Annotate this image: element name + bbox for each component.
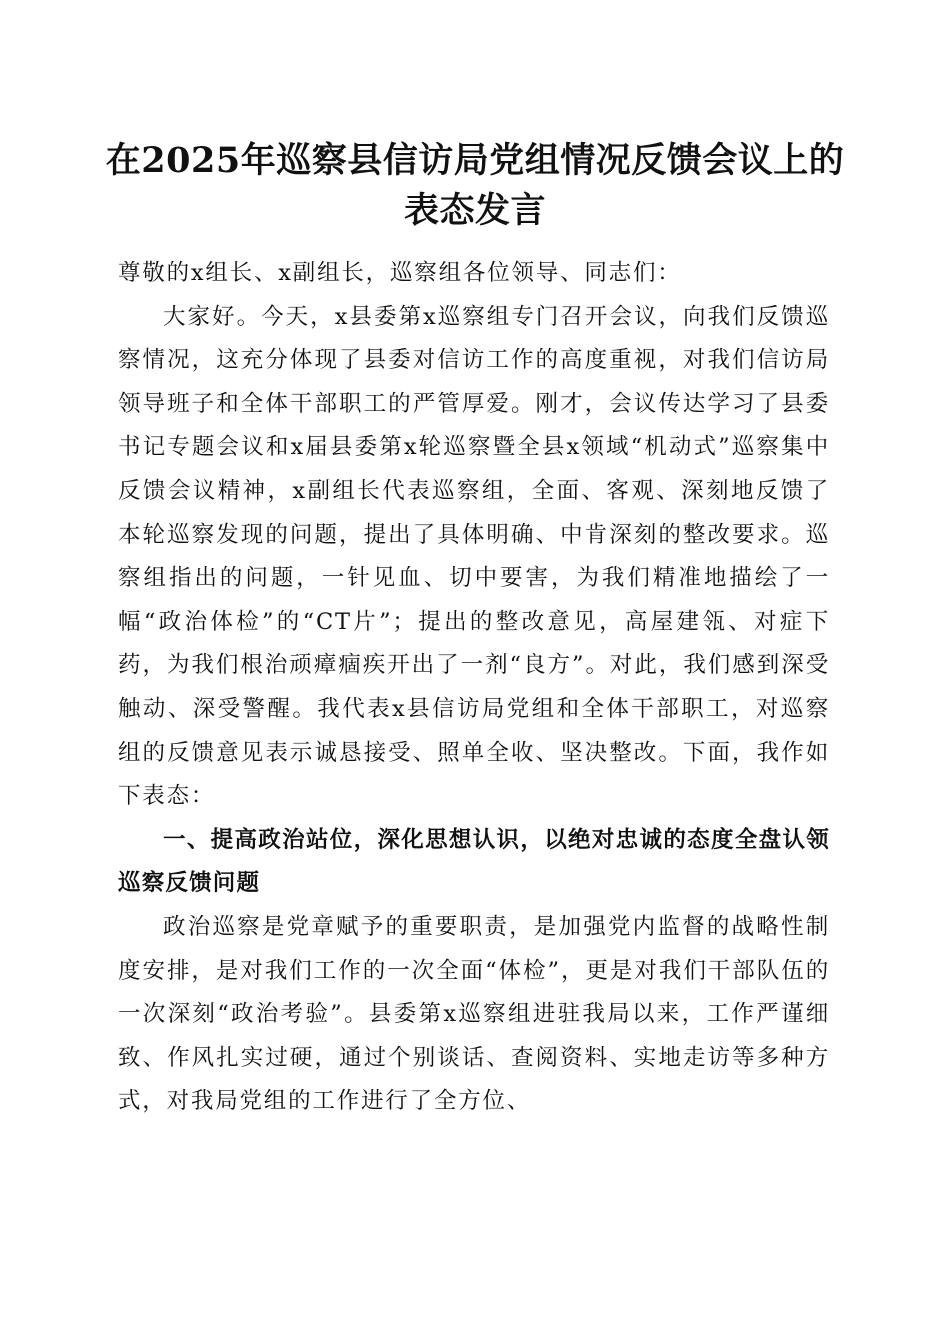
- section-heading: 一、提高政治站位，深化思想认识，以绝对忠诚的态度全盘认领巡察反馈问题: [118, 826, 830, 897]
- opening-paragraph: 大家好。今天，x县委第x巡察组专门召开会议，向我们反馈巡察情况，这充分体现了县委对信访工作的高度重视，对我们信访局领导班子和全体干部职工的严管厚爱。刚才，会议传达学习了县委书记专题会议和x届县委第x轮巡察暨全县x领域“机动式”巡察集中反馈会议精神，x副组长代表巡察组，全面、客观、深刻地反馈了本轮巡察发现的问题，提出了具体明确、中肯深刻的整改要求。巡察组指出的问题，一针见血、切中要害，为我们精准地描绘了一幅“政治体检”的“CT片”；提出的整改意见，高屋建瓴、对症下药，为我们根治顽瘴痼疾开出了一剂“良方”。对此，我们感到深受触动、深受警醒。我代表x县信访局党组和全体干部职工，对巡察组的反馈意见表示诚恳接受、照单全收、坚决整改。下面，我作如下表态：: [118, 303, 830, 810]
- section-paragraph: 政治巡察是党章赋予的重要职责，是加强党内监督的战略性制度安排，是对我们工作的一次全面“体检”，更是对我们干部队伍的一次深刻“政治考验”。县委第x巡察组进驻我局以来，工作严谨细致、作风扎实过硬，通过个别谈话、查阅资料、实地走访等多种方式，对我局党组的工作进行了全方位、: [118, 913, 830, 1115]
- document-title: 在2025年巡察县信访局党组情况反馈会议上的表态发言: [105, 140, 845, 231]
- salutation: 尊敬的x组长、x副组长，巡察组各位领导、同志们：: [118, 260, 682, 286]
- document-body: [118, 252, 830, 1124]
